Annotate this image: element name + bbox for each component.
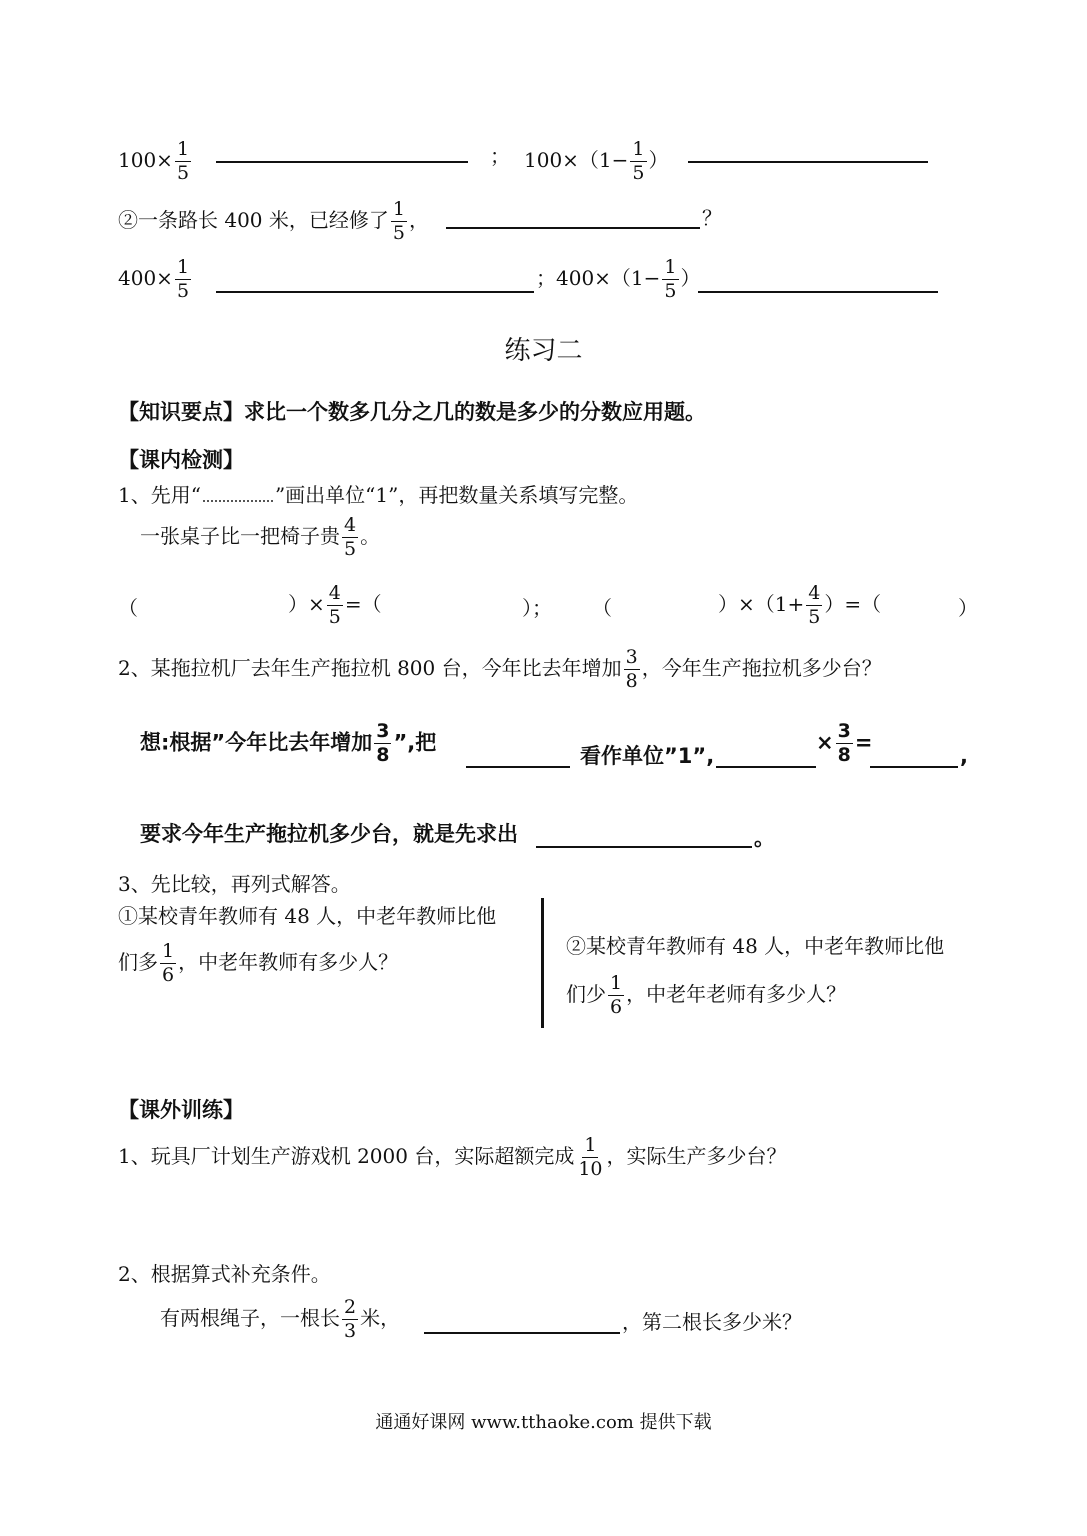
- answer-blank-think-1[interactable]: [466, 766, 570, 768]
- answer-blank-r1-a[interactable]: [216, 161, 468, 163]
- in-class-q3: 3、先比较，再列式解答。: [118, 872, 351, 896]
- fraction-one-fifth: $\frac{1}{5}$: [176, 256, 190, 302]
- think-line-a: 想:根据”今年比去年增加 $\frac{3}{8}$ ”,把: [140, 720, 437, 766]
- fraction-four-fifths: $\frac{4}{5}$: [808, 582, 821, 628]
- fraction-two-thirds: $\frac{2}{3}$: [344, 1296, 357, 1342]
- extra-q2-tail: ，第二根长多少米？: [622, 1310, 802, 1334]
- item-2-line: ②一条路长 400 米，已经修了 $\frac{1}{5}$ ，: [118, 198, 429, 244]
- answer-blank-think-2[interactable]: [716, 766, 816, 768]
- extra-q2-sentence: 有两根绳子，一根长 $\frac{2}{3}$ 米，: [160, 1296, 401, 1342]
- q3-left-line-1: ①某校青年教师有 48 人，中老年教师比他: [118, 904, 497, 928]
- fraction-one-fifth: $\frac{1}{5}$: [632, 138, 645, 184]
- expression-row-1-left: 100× $\frac{1}{5}$: [118, 138, 190, 184]
- fraction-three-eighths: $\frac{3}{8}$: [376, 720, 390, 766]
- key-points: 【知识要点】求比一个数多几分之几的数是多少的分数应用题。: [118, 400, 706, 424]
- dotted-line-sample: [203, 482, 273, 502]
- fraction-one-fifth: $\frac{1}{5}$: [664, 256, 677, 302]
- paren-close-sep: ）；: [522, 596, 552, 620]
- q3-right-line-2: 们少 $\frac{1}{6}$ ，中老年老师有多少人？: [566, 972, 847, 1018]
- fraction-one-fifth: $\frac{1}{5}$: [392, 198, 405, 244]
- paren-open: （: [118, 596, 138, 620]
- question-mark: ？: [702, 206, 722, 230]
- q3-left-line-2: 们多 $\frac{1}{6}$ ，中老年教师有多少人？: [118, 940, 399, 986]
- answer-blank-item2[interactable]: [446, 227, 700, 229]
- think-line-c: × $\frac{3}{8}$ =: [816, 720, 873, 766]
- separator: ；: [490, 144, 510, 168]
- comma: ,: [960, 744, 968, 768]
- page-title: 练习二: [504, 336, 583, 366]
- in-class-q1: 1、先用“ ”画出单位“1”，再把数量关系填写完整。: [118, 483, 639, 507]
- fraction-one-sixth: $\frac{1}{6}$: [162, 940, 175, 986]
- fraction-one-tenth: $\frac{1}{10}$: [578, 1134, 603, 1180]
- extra-q2: 2、根据算式补充条件。: [118, 1262, 331, 1286]
- answer-blank-r3-a[interactable]: [216, 291, 534, 293]
- answer-blank-r3-b[interactable]: [698, 291, 938, 293]
- answer-blank-r1-b[interactable]: [688, 161, 928, 163]
- paren-close: ）: [958, 596, 978, 620]
- fraction-three-eighths: $\frac{3}{8}$: [837, 720, 851, 766]
- answer-blank-think-4[interactable]: [536, 846, 752, 848]
- section-heading-extra: 【课外训练】: [118, 1098, 244, 1122]
- fraction-three-eighths: $\frac{3}{8}$: [625, 646, 638, 692]
- equation-right: ）×（1+ $\frac{4}{5}$ ）=（: [718, 582, 882, 628]
- fraction-four-fifths: $\frac{4}{5}$: [328, 582, 341, 628]
- answer-blank-extra-q2[interactable]: [424, 1332, 620, 1334]
- fraction-four-fifths: $\frac{4}{5}$: [344, 514, 357, 560]
- think-line-2: 要求今年生产拖拉机多少台，就是先求出: [140, 822, 518, 846]
- expression-row-3-right: ；400×（1− $\frac{1}{5}$ ）: [536, 256, 701, 302]
- equation-left: ）× $\frac{4}{5}$ =（: [288, 582, 382, 628]
- period: 。: [754, 826, 775, 850]
- q3-right-line-1: ②某校青年教师有 48 人，中老年教师比他: [566, 934, 945, 958]
- expression-row-1-right: 100×（1− $\frac{1}{5}$ ）: [524, 138, 669, 184]
- column-divider: [541, 898, 544, 1028]
- section-heading-in-class: 【课内检测】: [118, 448, 244, 472]
- in-class-q2: 2、某拖拉机厂去年生产拖拉机 800 台，今年比去年增加 $\frac{3}{8}$ ，今年生产拖拉机多少台？: [118, 646, 882, 692]
- expression-row-3-left: 400× $\frac{1}{5}$: [118, 256, 190, 302]
- extra-q1: 1、玩具厂计划生产游戏机 2000 台，实际超额完成 $\frac{1}{10}$ ，实际生产多少台？: [118, 1134, 787, 1180]
- answer-blank-think-3[interactable]: [870, 766, 958, 768]
- think-line-b: 看作单位”1”,: [580, 744, 715, 768]
- paren-open: （: [592, 596, 612, 620]
- in-class-q1-sentence: 一张桌子比一把椅子贵 $\frac{4}{5}$ 。: [140, 514, 381, 560]
- fraction-one-sixth: $\frac{1}{6}$: [610, 972, 623, 1018]
- fraction-one-fifth: $\frac{1}{5}$: [176, 138, 190, 184]
- footer: 通通好课网 www.tthaoke.com 提供下载: [375, 1412, 712, 1433]
